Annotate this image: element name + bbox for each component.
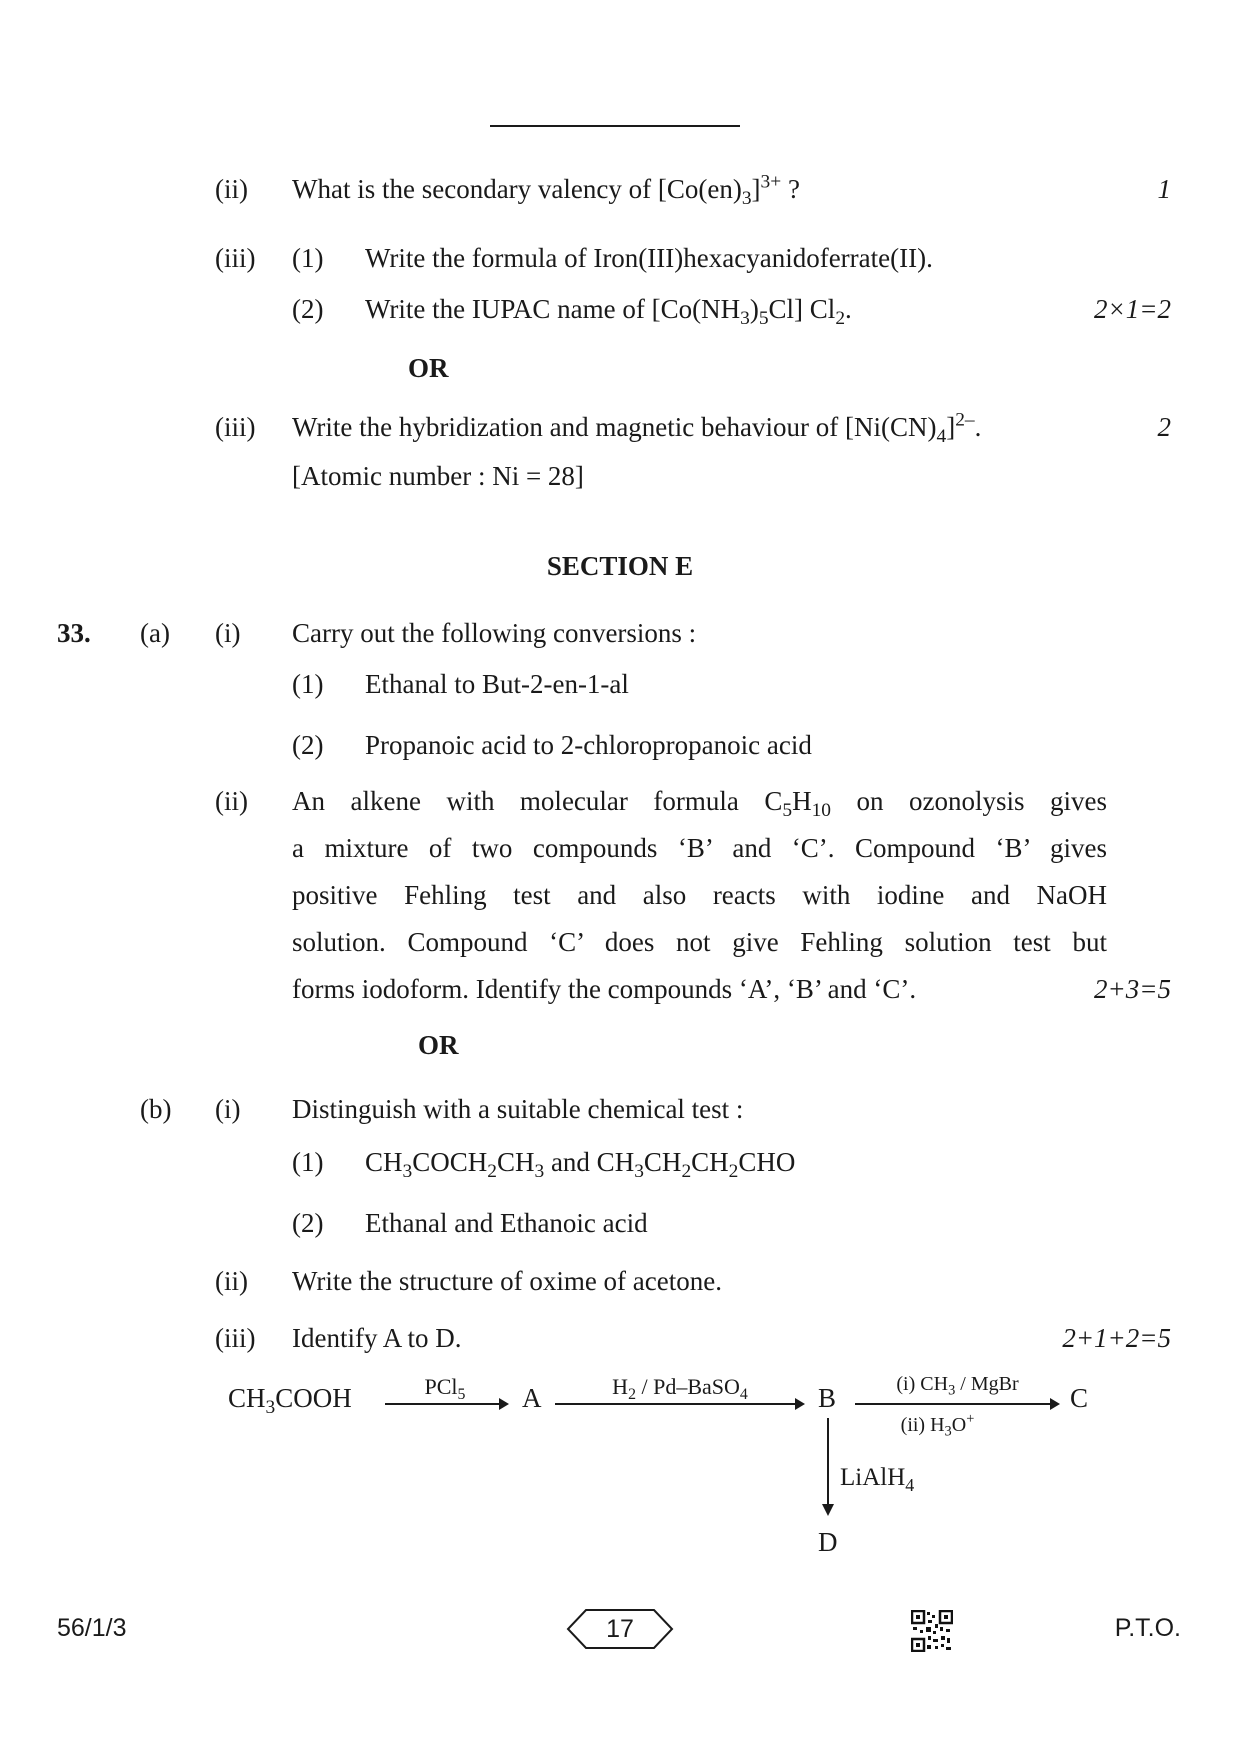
scheme-compound-d: D (818, 1527, 838, 1557)
q32-iii-1-number: (1) (292, 243, 324, 273)
top-separator-line (490, 125, 740, 127)
page-number: 17 (606, 1615, 634, 1643)
q33-number: 33. (57, 618, 91, 648)
scheme-arrow-1 (385, 1403, 507, 1405)
paper-code: 56/1/3 (57, 1614, 127, 1642)
q33-b-ii-number: (ii) (215, 1266, 248, 1296)
q33-a-i-1-text: Ethanal to But-2-en-1-al (365, 669, 629, 699)
scheme-reagent-1: PCl$_5$ (424, 1374, 466, 1404)
scheme-reagent-4: LiAlH$_4$ (840, 1464, 915, 1495)
scheme-arrow-3 (855, 1403, 1058, 1405)
q33-b-iii-number: (iii) (215, 1323, 256, 1353)
q33-a-marks: 2+3=5 (1094, 974, 1171, 1004)
scheme-start-compound: $CH_3COOH$ (228, 1383, 352, 1419)
scheme-reagent-2: $H_2$ / Pd–BaSO$_4$ (612, 1374, 748, 1404)
q33-b-ii-text: Write the structure of oxime of acetone. (292, 1266, 722, 1296)
q33-a-ii-line-2: a mixture of two compounds ‘B’ and ‘C’. Compound ‘B’ gives (292, 833, 1107, 863)
q33-a-i-text: Carry out the following conversions : (292, 618, 697, 648)
q33-a-ii-line-1: An alkene with molecular formula $C_5H_{10}$ on ozonolysis gives (292, 786, 1107, 822)
q32-iii-alt-number: (iii) (215, 412, 256, 442)
q33-b-i-text: Distinguish with a suitable chemical test : (292, 1094, 744, 1124)
q32-iii-1-text: Write the formula of Iron(III)hexacyanidoferrate(II). (365, 243, 933, 273)
q33-b-label: (b) (140, 1094, 172, 1124)
q33-b-i-2-text: Ethanal and Ethanoic acid (365, 1208, 648, 1238)
q32-ii-marks: 1 (1157, 174, 1171, 204)
q33-a-ii-line-4: solution. Compound ‘C’ does not give Fehling solution test but (292, 927, 1107, 957)
q33-a-i-2-text: Propanoic acid to 2-chloropropanoic acid (365, 730, 812, 760)
q32-iii-marks: 2×1=2 (1094, 294, 1171, 324)
please-turn-over: P.T.O. (1114, 1614, 1181, 1642)
q32-ii-text: What is the secondary valency of $[Co(en)_3]^{3+}$ ? (292, 171, 800, 210)
q32-iii-number: (iii) (215, 243, 256, 273)
q33-b-i-number: (i) (215, 1094, 241, 1124)
q33-a-ii-line-3: positive Fehling test and also reacts with iodine and NaOH (292, 880, 1107, 910)
q33-a-i-1-number: (1) (292, 669, 324, 699)
q32-ii-number: (ii) (215, 174, 248, 204)
scheme-compound-b: B (818, 1383, 837, 1413)
qr-code-icon (911, 1610, 953, 1652)
q32-iii-2-text: Write the IUPAC name of $[Co(NH_3)_5Cl]$ $Cl_2$. (365, 294, 852, 330)
q33-b-i-1-text: $CH_3COCH_2CH_3$ and $CH_3CH_2CH_2CHO$ (365, 1147, 796, 1183)
q33-b-iii-text: Identify A to D. (292, 1323, 462, 1353)
scheme-compound-a: A (522, 1383, 542, 1413)
q33-b-i-2-number: (2) (292, 1208, 324, 1238)
q33-b-i-1-number: (1) (292, 1147, 324, 1177)
scheme-arrow-2 (555, 1403, 803, 1405)
q32-iii-alt-atomic-number: [Atomic number : Ni = 28] (292, 461, 584, 491)
q32-or-label: OR (408, 353, 449, 383)
q33-a-label: (a) (140, 618, 170, 648)
page-number-badge (566, 1608, 674, 1650)
q32-iii-alt-text: Write the hybridization and magnetic behaviour of $[Ni(CN)_4]^{2-}$. (292, 409, 982, 448)
scheme-compound-c: C (1070, 1383, 1089, 1413)
q33-or-label: OR (418, 1030, 459, 1060)
q32-iii-2-number: (2) (292, 294, 324, 324)
q33-a-ii-number: (ii) (215, 786, 248, 816)
q33-a-ii-line-5: forms iodoform. Identify the compounds ‘A’, ‘B’ and ‘C’. (292, 974, 917, 1004)
q33-b-marks: 2+1+2=5 (1062, 1323, 1171, 1353)
scheme-reagent-3-bottom: (ii) $H_3O^+$ (900, 1411, 975, 1440)
section-title: SECTION E (546, 551, 694, 581)
q33-a-i-2-number: (2) (292, 730, 324, 760)
scheme-reagent-3-top: (i) $CH_3$ / MgBr (896, 1373, 1019, 1399)
scheme-arrow-4 (827, 1418, 829, 1514)
q33-a-i-number: (i) (215, 618, 241, 648)
q32-iii-alt-marks: 2 (1157, 412, 1171, 442)
